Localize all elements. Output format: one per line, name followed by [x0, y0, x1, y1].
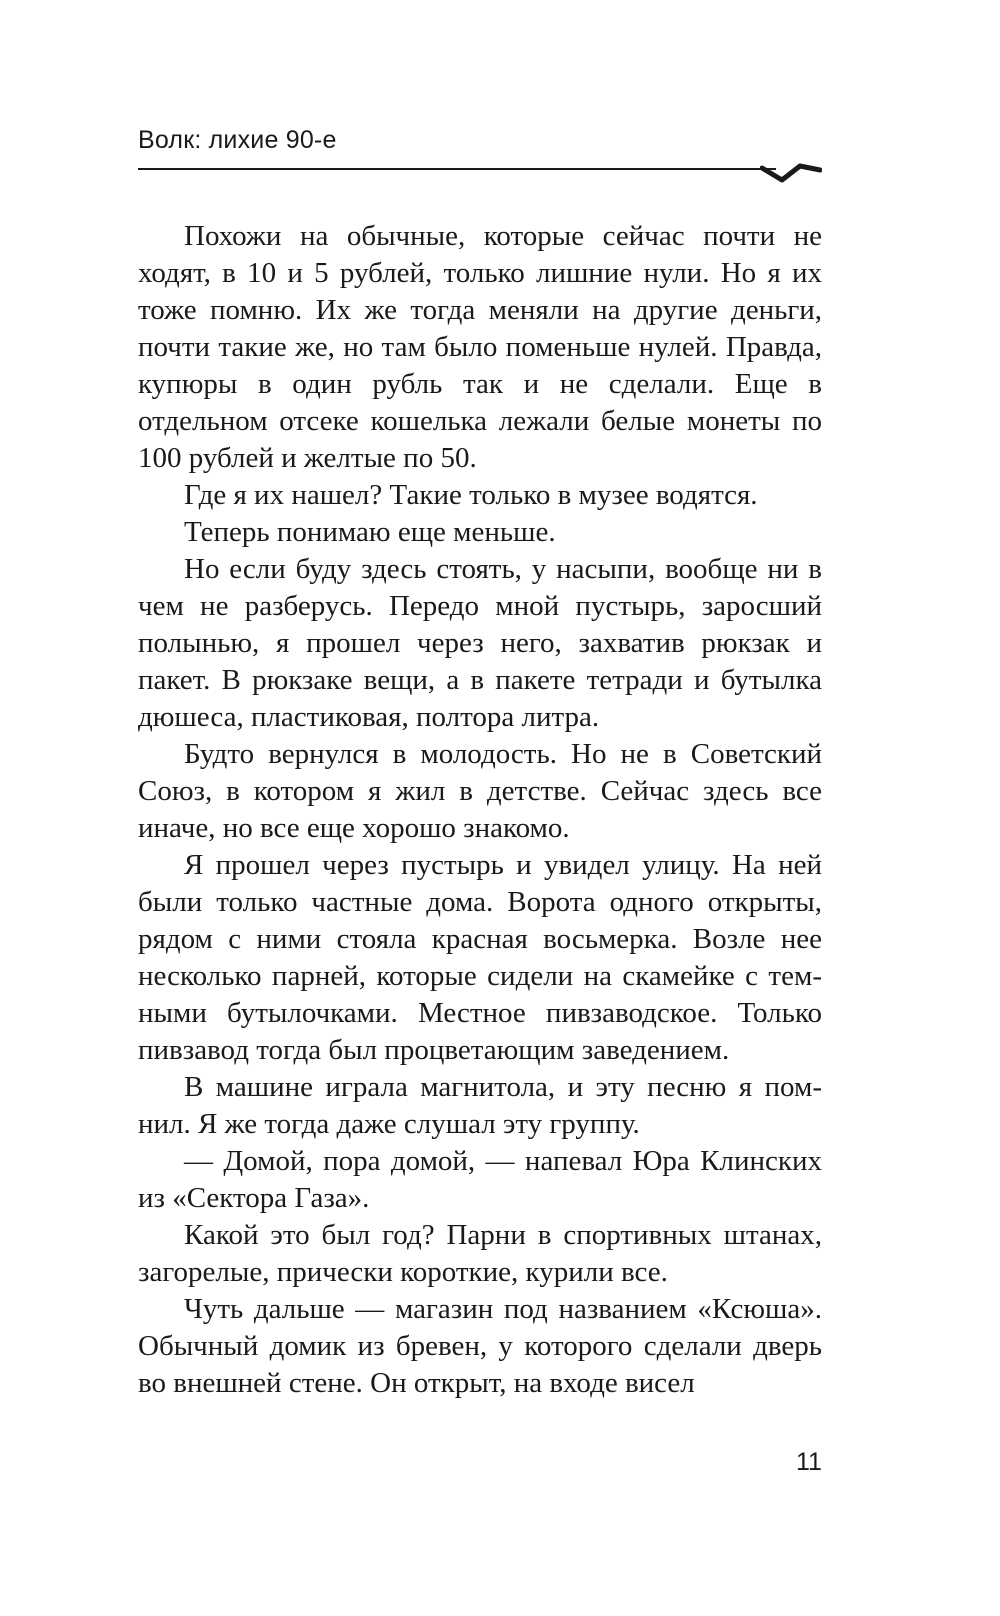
- paragraph: Я прошел через пустырь и увидел улицу. На ней были только частные дома. Ворота одного открыты, рядом с ними стояла красная восьмерка. Возле нее несколько парней, которые сидели на скамейке с темными бутылочками. Местное пивзаводское. Только пивзавод тогда был процветающим заведением.: [138, 849, 822, 1066]
- paragraph: Но если буду здесь стоять, у насыпи, вообще ни в чем не разберусь. Передо мной пустырь, заросший полынью, я прошел через него, захватив рюкзак и пакет. В рюкзаке вещи, а в пакете тетради и бутылка дюшеса, пластиковая, полтора литра.: [138, 553, 822, 733]
- page-number: 11: [796, 1448, 822, 1476]
- paragraph: Где я их нашел? Такие только в музее водятся.: [184, 479, 758, 511]
- paragraph: Будто вернулся в молодость. Но не в Советский Союз, в котором я жил в детстве. Сейчас здесь все иначе, но все еще хорошо знакомо.: [138, 738, 822, 844]
- paragraph: Похожи на обычные, которые сейчас почти не ходят, в 10 и 5 рублей, только лишние нули. Но я их тоже помню. Их же тогда меняли на другие деньги, почти такие же, но там было поменьше нулей. Правда, купюры в один рубль так и не сделали. Еще в отдельном отсеке кошелька лежали белые монеты по 100 рублей и желтые по 50.: [138, 220, 822, 474]
- chevron-ornament-icon: [760, 154, 822, 184]
- paragraph: Какой это был год? Парни в спортивных штанах, загорелые, прически короткие, курили все.: [138, 1219, 822, 1288]
- body-text: [138, 218, 822, 1402]
- paragraph: В машине играла магнитола, и эту песню я помнил. Я же тогда даже слушал эту группу.: [138, 1071, 822, 1140]
- header-rule: [138, 168, 776, 170]
- paragraph: — Домой, пора домой, — напевал Юра Клинских из «Сектора Газа».: [138, 1145, 822, 1214]
- running-head-title: Волк: лихие 90-е: [138, 126, 337, 154]
- paragraph: Теперь понимаю еще меньше.: [184, 516, 556, 548]
- paragraph: Чуть дальше — магазин под названием «Ксюша». Обычный домик из бревен, у которого сделали дверь во внешней стене. Он открыт, на входе висел: [138, 1293, 822, 1399]
